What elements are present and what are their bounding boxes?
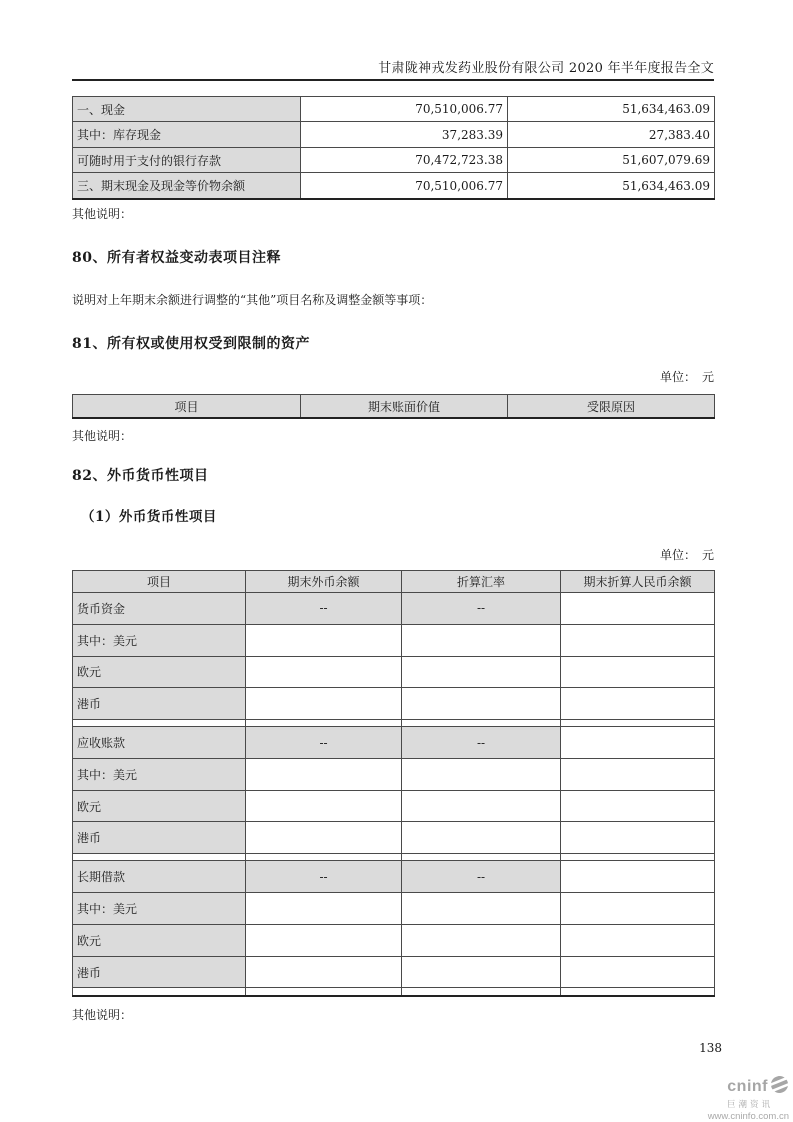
table-cell: -- (402, 727, 561, 759)
table-cell: 其中：美元 (73, 893, 246, 925)
table-cell: -- (402, 861, 561, 893)
cninfo-logo-url: www.cninfo.com.cn (707, 1110, 789, 1122)
table-header-row (73, 571, 715, 593)
table-cell (402, 956, 561, 988)
section-82-heading: 82、外币货币性项目 (72, 468, 209, 484)
table-cell (402, 988, 561, 996)
table-cell (402, 720, 561, 727)
cninfo-logo-caption: 巨潮资讯 (726, 1099, 773, 1109)
table-row (73, 924, 715, 956)
table-row (73, 147, 715, 172)
section-81-heading: 81、所有权或使用权受到限制的资产 (72, 336, 310, 352)
table-cell (246, 790, 402, 822)
table-cell: 一、现金 (73, 97, 301, 122)
other-note-3: 其他说明： (72, 1008, 133, 1022)
table-row (73, 854, 715, 861)
table-row (73, 956, 715, 988)
cninfo-logo (708, 1075, 789, 1121)
table-cell (246, 688, 402, 720)
section-80-body: 说明对上年期末余额进行调整的“其他”项目名称及调整金额等事项： (72, 293, 433, 307)
table-cell: 51,607,079.69 (508, 147, 715, 172)
column-header: 受限原因 (508, 395, 715, 419)
table-cell (402, 924, 561, 956)
table-cell (561, 624, 715, 656)
table-header-row (73, 395, 715, 419)
table-cell (73, 854, 246, 861)
table-cell (402, 854, 561, 861)
page-number: 138 (699, 1041, 722, 1055)
table-cell: 欧元 (73, 790, 246, 822)
table-cell (561, 924, 715, 956)
table-cell (246, 893, 402, 925)
table-row (73, 988, 715, 996)
table-cell (246, 956, 402, 988)
table-cell: 70,472,723.38 (301, 147, 508, 172)
table-cell: -- (246, 861, 402, 893)
table-cell: 欧元 (73, 924, 246, 956)
column-header: 折算汇率 (402, 571, 561, 593)
section-80-heading: 80、所有者权益变动表项目注释 (72, 250, 281, 266)
column-header: 期末外币余额 (246, 571, 402, 593)
table-row (73, 720, 715, 727)
table-cell (561, 790, 715, 822)
column-header: 期末账面价值 (301, 395, 508, 419)
table-cell (402, 893, 561, 925)
table-cell: 70,510,006.77 (301, 97, 508, 122)
restricted-assets-table (72, 394, 715, 419)
table-cell: 其中：美元 (73, 758, 246, 790)
table-cell (561, 861, 715, 893)
table-cell: 70,510,006.77 (301, 173, 508, 199)
table-cell (246, 822, 402, 854)
table-row (73, 758, 715, 790)
table-cell (246, 924, 402, 956)
table-cell: 51,634,463.09 (508, 173, 715, 199)
table-cell (561, 758, 715, 790)
page-header-title: 甘肃陇神戎发药业股份有限公司 2020 年半年度报告全文 (378, 61, 714, 76)
header-rule (72, 79, 714, 81)
table-cell (73, 720, 246, 727)
table-cell (246, 988, 402, 996)
other-note-1: 其他说明： (72, 207, 133, 221)
table-row (73, 173, 715, 199)
column-header: 项目 (73, 395, 301, 419)
table-cell: 其中：美元 (73, 624, 246, 656)
foreign-currency-table (72, 570, 715, 997)
table-cell (561, 822, 715, 854)
table-row (73, 122, 715, 147)
cash-table-body (73, 97, 715, 200)
table-cell (561, 727, 715, 759)
table-cell (561, 720, 715, 727)
table-cell: 37,283.39 (301, 122, 508, 147)
table-cell (246, 758, 402, 790)
table-cell: 51,634,463.09 (508, 97, 715, 122)
column-header: 期末折算人民币余额 (561, 571, 715, 593)
table-row (73, 790, 715, 822)
table-row (73, 656, 715, 688)
table-cell: 应收账款 (73, 727, 246, 759)
table-cell (246, 656, 402, 688)
table-row (73, 893, 715, 925)
table-cell: -- (246, 593, 402, 625)
table-row (73, 593, 715, 625)
table-row (73, 97, 715, 122)
table-cell: 其中：库存现金 (73, 122, 301, 147)
table-cell: 港币 (73, 688, 246, 720)
table-cell (402, 624, 561, 656)
table-cell: 三、期末现金及现金等价物余额 (73, 173, 301, 199)
table-cell (561, 988, 715, 996)
table-cell (402, 822, 561, 854)
table-cell (246, 720, 402, 727)
table-cell: 港币 (73, 956, 246, 988)
table-row (73, 822, 715, 854)
table-cell: 货币资金 (73, 593, 246, 625)
table-cell: -- (402, 593, 561, 625)
table-cell (402, 656, 561, 688)
table-cell (561, 956, 715, 988)
table-cell (402, 688, 561, 720)
cninfo-logo-text: cninf (727, 1077, 768, 1095)
table-cell: 港币 (73, 822, 246, 854)
table-row (73, 727, 715, 759)
table-cell (402, 758, 561, 790)
table-cell (73, 988, 246, 996)
cash-equivalents-table (72, 96, 715, 200)
unit-label-81: 单位： 元 (659, 370, 714, 384)
other-note-2: 其他说明： (72, 429, 133, 443)
cninfo-globe-icon (770, 1075, 789, 1098)
table-cell (561, 656, 715, 688)
table-cell (246, 624, 402, 656)
table-cell: 长期借款 (73, 861, 246, 893)
table-cell (561, 854, 715, 861)
table-row (73, 688, 715, 720)
table-cell (402, 790, 561, 822)
table-cell: 27,383.40 (508, 122, 715, 147)
section-82-subheading: （1）外币货币性项目 (81, 509, 217, 525)
fx-table-body (73, 593, 715, 997)
table-cell (246, 854, 402, 861)
table-cell: -- (246, 727, 402, 759)
table-cell: 可随时用于支付的银行存款 (73, 147, 301, 172)
column-header: 项目 (73, 571, 246, 593)
table-row (73, 624, 715, 656)
table-cell (561, 593, 715, 625)
table-cell (561, 688, 715, 720)
unit-label-82: 单位： 元 (659, 548, 714, 562)
table-cell: 欧元 (73, 656, 246, 688)
table-row (73, 861, 715, 893)
table-cell (561, 893, 715, 925)
